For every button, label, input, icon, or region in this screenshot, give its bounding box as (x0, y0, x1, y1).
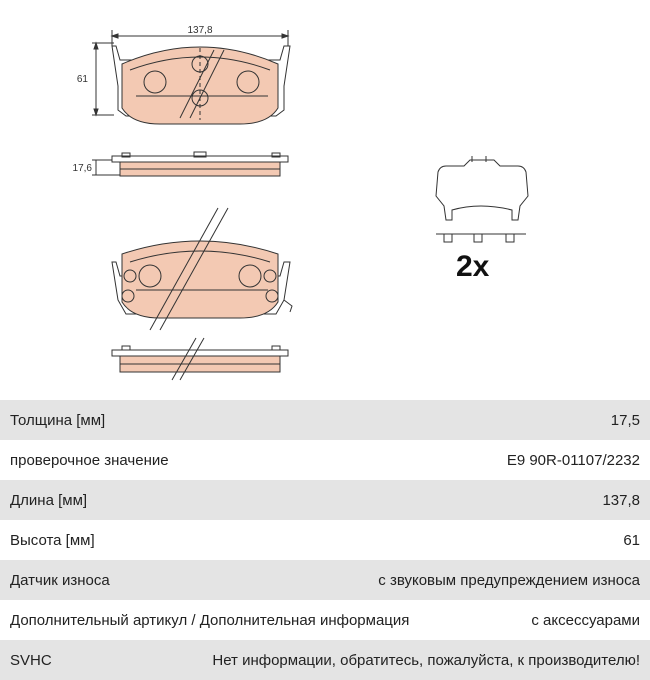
spec-value: 17,5 (610, 411, 640, 429)
spec-label: Длина [мм] (10, 491, 88, 509)
table-row (0, 440, 650, 480)
spec-label: Высота [мм] (10, 531, 95, 549)
spec-value: Нет информации, обратитесь, пожалуйста, к производителю! (212, 651, 640, 669)
dim-length-label: 137,8 (187, 25, 213, 36)
dim-thickness-label: 17,6 (72, 163, 92, 174)
specs-table (0, 400, 650, 680)
table-row (0, 520, 650, 560)
spec-label: Датчик износа (10, 571, 110, 589)
spec-value: 61 (623, 531, 640, 549)
pad-side-view-bottom (112, 338, 288, 380)
accessory-clip (436, 156, 528, 242)
quantity-label: 2x (456, 250, 490, 283)
spec-value: с звуковым предупреждением износа (378, 571, 640, 589)
spec-label: Дополнительный артикул / Дополнительная информация (10, 611, 410, 629)
pad-side-view-top (92, 152, 288, 176)
spec-value: 137,8 (602, 491, 640, 509)
spec-label: Толщина [мм] (10, 411, 106, 429)
spec-value: E9 90R-01107/2232 (506, 451, 640, 469)
dim-height-label: 61 (76, 74, 88, 85)
table-row (0, 400, 650, 440)
pad-front-view-top (92, 30, 290, 124)
spec-label: SVHC (10, 651, 52, 669)
spec-value: с аксессуарами (531, 611, 640, 629)
table-row (0, 480, 650, 520)
table-row (0, 560, 650, 600)
pad-front-view-bottom (112, 208, 292, 330)
table-row (0, 600, 650, 640)
spec-label: проверочное значение (10, 451, 169, 469)
table-row (0, 640, 650, 680)
